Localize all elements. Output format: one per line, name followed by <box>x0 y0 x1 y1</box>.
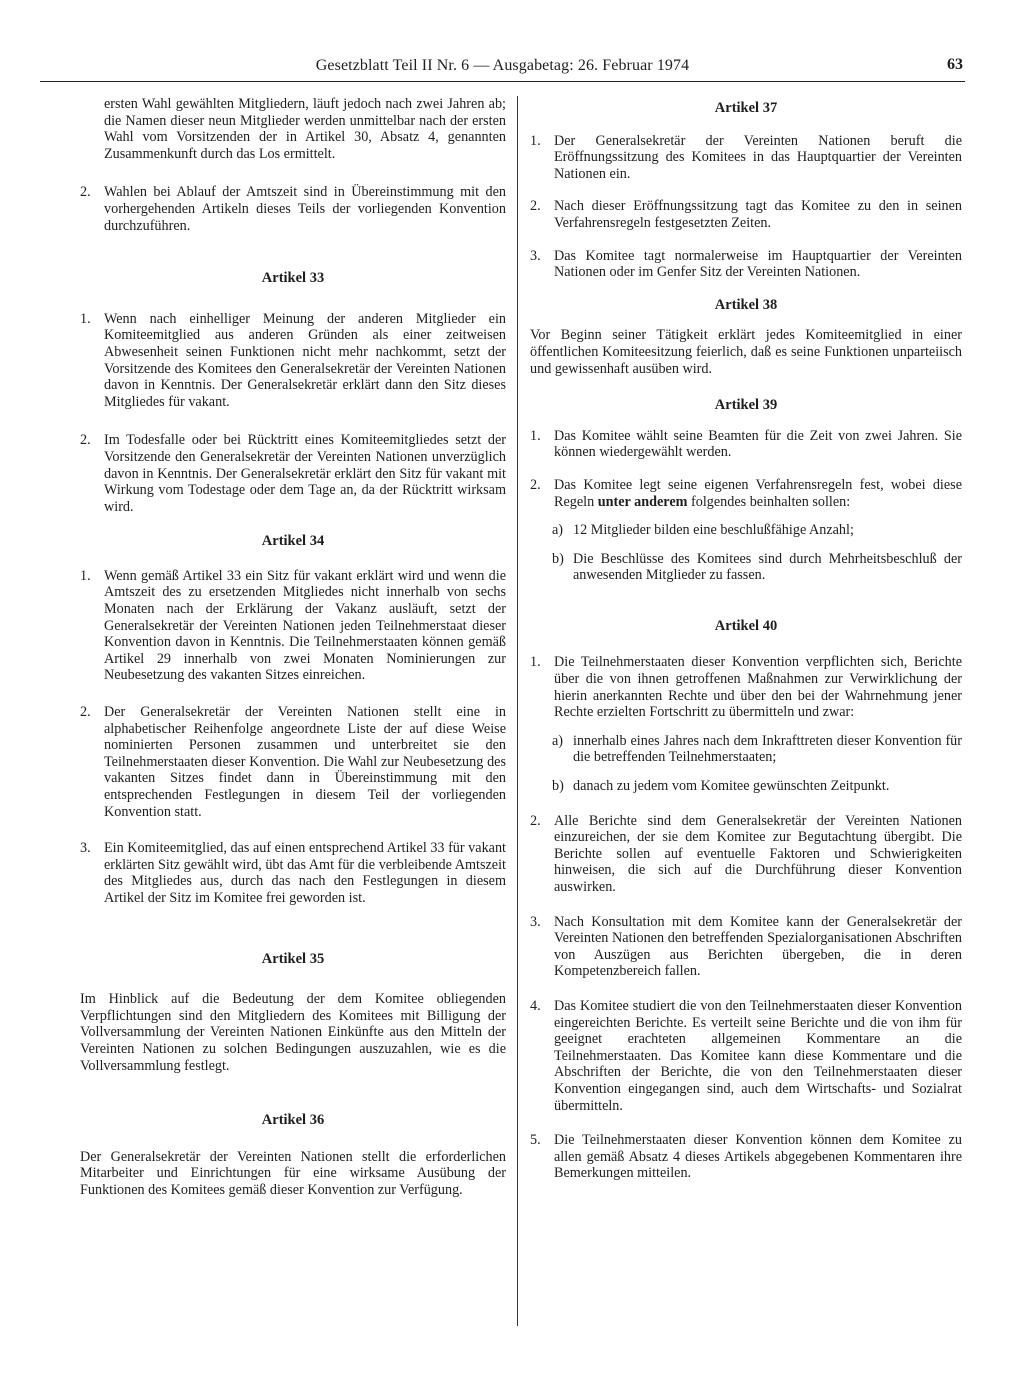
item-text: Alle Berichte sind dem Generalsekretär der Vereinten Nationen einzureichen, der sie dem Komitee zur Begutachtung übergibt. Die Berichte sollen auf eventuelle Faktoren und Schwierigkeiten hinweisen, die sich auf die Durchführung dieser Konvention auswirken. <box>554 812 962 895</box>
item-number: 2. <box>530 198 541 215</box>
art34-item-1 <box>80 568 506 684</box>
item-number: 1. <box>530 132 541 149</box>
art33-item-2 <box>80 432 506 515</box>
item-number: 2. <box>80 432 91 449</box>
art36-paragraph: Der Generalsekretär der Vereinten Nationen stellt die erforderlichen Mitarbeiter und Einrichtungen für eine wirksame Ausübung der Funktionen des Komitees gemäß dieser Konvention zur Verfügung. <box>80 1148 506 1198</box>
item-number: 1. <box>530 427 541 444</box>
item-number: 1. <box>80 567 91 584</box>
item-text: Nach Konsultation mit dem Komitee kann der Generalsekretär der Vereinten Nationen den betreffenden Spezialorganisationen Abschriften von Auszügen aus Berichten übergeben, die in deren Kompetenzbereich fallen. <box>554 913 962 980</box>
item-text: Ein Komiteemitglied, das auf einen entsprechend Artikel 33 für vakant erklärten Sitz gewählt wird, übt das Amt für die verbleibende Amtszeit des Mitgliedes aus, durch das nach den Festlegungen in diesem Artikel der Sitz im Komitee frei geworden ist. <box>104 840 506 906</box>
art40-item-1 <box>530 654 962 720</box>
article-37-heading: Artikel 37 <box>714 100 778 116</box>
item-text: Im Todesfalle oder bei Rücktritt eines Komiteemitgliedes setzt der Vorsitzende den Generalsekretär der Vereinten Nationen unverzüglich davon in Kenntnis. Der Generalsekretär erklärt den Sitz für vakant mit Wirkung vom Todestage oder dem Tage an, da der Rücktritt wirksam wird. <box>104 432 506 515</box>
art38-paragraph: Vor Beginn seiner Tätigkeit erklärt jedes Komiteemitglied in einer öffentlichen Komiteesitzung feierlich, daß es seine Funktionen unparteiisch und gewissenhaft ausüben wird. <box>530 327 962 377</box>
item-number: 2. <box>80 184 91 201</box>
article-33-heading: Artikel 33 <box>261 270 325 287</box>
item-number: 5. <box>530 1132 541 1149</box>
item-text: Die Teilnehmerstaaten dieser Konvention verpflichten sich, Berichte über die von ihnen getroffenen Maßnahmen zur Verwirklichung der hierin anerkannten Rechte und über den bei der Wahrnehmung jener Rechte erzielten Fortschritt zu übermitteln und zwar: <box>554 654 962 721</box>
art34-item-2 <box>80 704 506 820</box>
subitem-text: innerhalb eines Jahres nach dem Inkrafttreten dieser Konvention für die betreffenden Teilnehmerstaaten; <box>573 732 962 766</box>
article-35-heading: Artikel 35 <box>261 950 325 967</box>
item-text: Das Komitee tagt normalerweise im Hauptquartier der Vereinten Nationen oder im Genfer Sitz der Vereinten Nationen. <box>554 247 962 281</box>
item-text: Der Generalsekretär der Vereinten Nationen stellt eine in alphabetischer Reihenfolge angeordnete Liste der auf diese Weise nominierten Personen zusammen und unterbreitet sie den Teilnehmerstaaten dieser Konvention. Die Wahl zur Neubesetzung des vakanten Sitzes findet dann in Übereinstimmung mit den entsprechenden Festlegungen in diesem Teil der vorliegenden Konvention statt. <box>104 704 506 820</box>
article-40-heading: Artikel 40 <box>714 617 778 634</box>
item-text: Wenn gemäß Artikel 33 ein Sitz für vakant erklärt wird und wenn die Amtszeit des zu ersetzenden Mitgliedes nicht innerhalb von sechs Monaten nach der Erklärung der Vakanz ausläuft, setzt der Generalsekretär der Vereinten Nationen jeden Teilnehmerstaat dieser Konvention davon in Kenntnis. Die Teilnehmerstaaten können gemäß Artikel 29 innerhalb von zwei Monaten Nominierungen zur Neubesetzung des vakanten Sitzes einreichen. <box>104 567 506 684</box>
continuation-item-2 <box>80 184 506 234</box>
item-number: 1. <box>530 654 541 671</box>
art33-item-1 <box>80 311 506 411</box>
right-column <box>530 96 962 1182</box>
header-title: Gesetzblatt Teil II Nr. 6 — Ausgabetag: 26. Februar 1974 <box>315 57 690 74</box>
article-34-heading: Artikel 34 <box>261 533 325 550</box>
item-number: 3. <box>530 247 541 264</box>
art40-item-2 <box>530 813 962 896</box>
art39-item-1 <box>530 428 962 461</box>
item-text: Wahlen bei Ablauf der Amtszeit sind in Übereinstimmung mit den vorhergehenden Artikeln dieses Teils der vorliegenden Konvention durchzuführen. <box>104 184 506 234</box>
subitem-text: Die Beschlüsse des Komitees sind durch Mehrheitsbeschluß der anwesenden Mitglieder zu fassen. <box>573 550 962 584</box>
item-number: 3. <box>80 840 91 857</box>
art39-subitem-b <box>530 551 962 584</box>
item-text: Das Komitee wählt seine Beamten für die Zeit von zwei Jahren. Sie können wiedergewählt werden. <box>554 427 962 461</box>
article-36-heading: Artikel 36 <box>261 1112 325 1129</box>
item-text: Der Generalsekretär der Vereinten Nationen beruft die Eröffnungssitzung des Komitees in das Hauptquartier der Vereinten Nationen ein. <box>554 132 962 182</box>
item-number: 2. <box>80 704 91 721</box>
text-after-emphasis: folgendes beinhalten sollen: <box>691 493 851 510</box>
art34-item-3 <box>80 840 506 906</box>
art37-item-1 <box>530 133 962 183</box>
item-text: Wenn nach einhelliger Meinung der anderen Mitglieder ein Komiteemitglied aus anderen Gründen als einer zeitweisen Abwesenheit seinen Funktionen nicht mehr nachkommt, setzt der Vorsitzende des Komitees den Generalsekretär der Vereinten Nationen davon in Kenntnis. Der Generalsekretär erklärt dann den Sitz dieses Mitgliedes für vakant. <box>104 310 506 410</box>
article-39-heading: Artikel 39 <box>714 397 778 414</box>
item-text: Die Teilnehmerstaaten dieser Konvention können dem Komitee zu allen gemäß Absatz 4 dieses Artikels abgegebenen Kommentaren ihre Bemerkungen mitteilen. <box>554 1132 962 1182</box>
article-38-heading: Artikel 38 <box>714 296 778 313</box>
art39-item-2 <box>530 477 962 510</box>
item-number: 1. <box>80 310 91 327</box>
item-number: 2. <box>530 476 541 493</box>
art39-subitem-a <box>530 522 962 539</box>
text-before-emphasis: Das Komitee legt seine eigenen Verfahrensregeln fest, wobei diese Regeln <box>554 476 962 510</box>
item-text: Das Komitee studiert die von den Teilnehmerstaaten dieser Konvention eingereichten Berichte. Es verteilt seine Berichte und die von ihm für geeignet erachteten allgemeinen Kommentare an die Teilnehmerstaaten. Das Komitee kann diese Kommentare und die Abschriften der Berichte, die von den Teilnehmerstaaten dieser Konvention eingegangen sind, auch dem Wirtschafts- und Sozialrat übermitteln. <box>554 997 962 1114</box>
subitem-label: b) <box>552 550 564 567</box>
art40-item-3 <box>530 914 962 980</box>
art35-paragraph: Im Hinblick auf die Bedeutung der dem Komitee obliegenden Verpflichtungen sind den Mitgliedern des Komitees mit Billigung der Vollversammlung der Vereinten Nationen Einkünfte aus den Mitteln der Vereinten Nationen zu solchen Bedingungen auszuzahlen, wie es die Vollversammlung festlegt. <box>80 991 506 1074</box>
item-text <box>554 477 962 510</box>
art40-item-5 <box>530 1132 962 1182</box>
column-divider <box>517 96 518 1326</box>
left-column <box>80 96 506 1199</box>
item-text: Nach dieser Eröffnungssitzung tagt das Komitee zu den in seinen Verfahrensregeln festgesetzten Zeiten. <box>554 198 962 231</box>
art37-item-2 <box>530 198 962 231</box>
art40-item-4 <box>530 998 962 1114</box>
subitem-text: 12 Mitglieder bilden eine beschlußfähige Anzahl; <box>573 522 854 539</box>
emphasis-text: unter anderem <box>597 493 688 510</box>
page-number: 63 <box>947 56 963 73</box>
continuation-paragraph: ersten Wahl gewählten Mitgliedern, läuft jedoch nach zwei Jahren ab; die Namen dieser neun Mitglieder werden unmittelbar nach der ersten Wahl vom Vorsitzenden der in Artikel 30, Absatz 4, genannten Zusammenkunft durch das Los ermittelt. <box>104 96 506 162</box>
item-number: 4. <box>530 997 541 1014</box>
subitem-text: danach zu jedem vom Komitee gewünschten Zeitpunkt. <box>573 778 890 795</box>
art40-subitem-b <box>530 778 962 795</box>
subitem-label: a) <box>552 522 564 539</box>
art37-item-3 <box>530 248 962 281</box>
item-number: 2. <box>530 812 541 829</box>
item-number: 3. <box>530 913 541 930</box>
subitem-label: b) <box>552 778 564 795</box>
art40-subitem-a <box>530 733 962 766</box>
subitem-label: a) <box>552 732 564 749</box>
page-header <box>40 55 965 82</box>
